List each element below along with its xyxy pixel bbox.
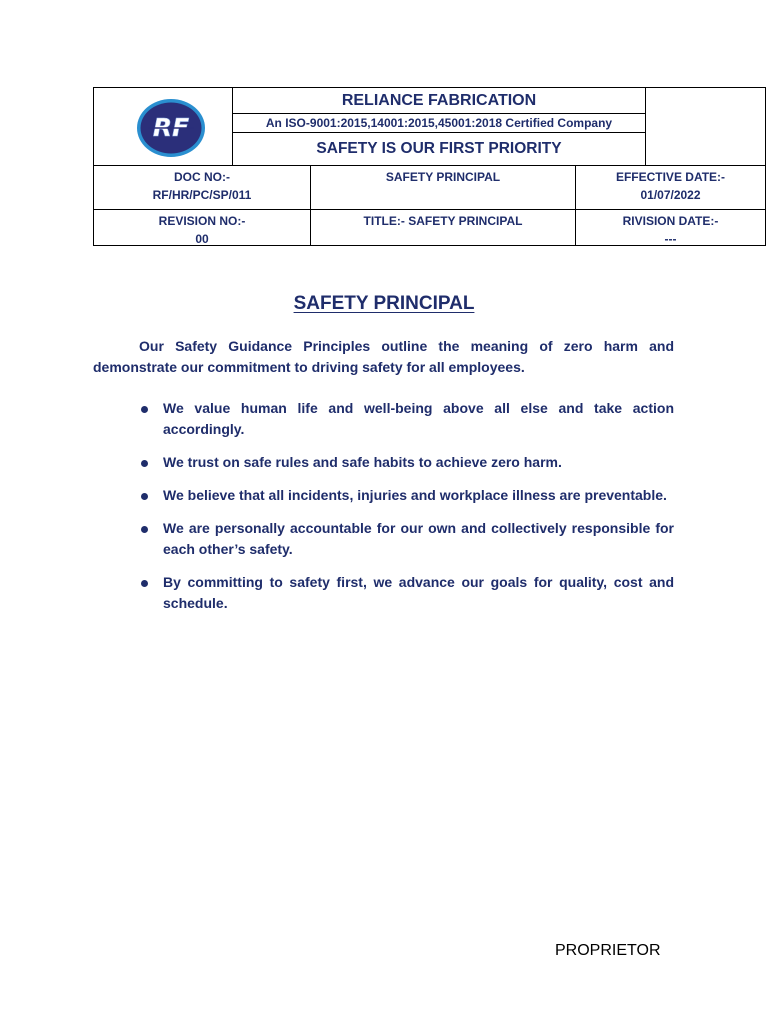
header-top-row [94,88,765,166]
header-blank-cell [646,88,765,165]
list-item-text: We value human life and well-being above all else and take action accordingly. [163,400,674,437]
doc-no-value: RF/HR/PC/SP/011 [152,188,252,202]
bullet-icon [141,580,148,587]
list-item-text: We are personally accountable for our own and collectively responsible for each other’s safety. [163,520,674,557]
subject-cell [311,166,576,209]
certification-line: An ISO-9001:2015,14001:2015,45001:2018 Certified Company [233,114,645,133]
title-cell [311,210,576,245]
effective-date-value: 01/07/2022 [640,188,701,202]
tagline: SAFETY IS OUR FIRST PRIORITY [316,140,562,157]
company-logo [136,98,206,158]
revision-date-cell [576,210,765,245]
company-info-cell [233,88,646,165]
bullet-icon [141,460,148,467]
list-item [93,452,674,473]
logo-cell [94,88,233,165]
revision-no-label: REVISION NO:- [158,214,246,228]
logo-text: RF [152,113,190,142]
company-name: RELIANCE FABRICATION [233,88,645,114]
signature-label: PROPRIETOR [555,942,661,959]
effective-date-label: EFFECTIVE DATE:- [615,170,726,184]
title-cell-text: TITLE:- SAFETY PRINCIPAL [363,214,523,228]
bullet-icon [141,493,148,500]
document-title [0,293,768,315]
principles-list [93,398,674,626]
list-item-text: We trust on safe rules and safe habits to achieve zero harm. [163,454,562,470]
document-header-table [93,87,766,246]
list-item [93,572,674,614]
bullet-icon [141,526,148,533]
effective-date-cell [576,166,765,209]
revision-no-value: 00 [195,232,209,246]
doc-no-cell [94,166,311,209]
revision-date-value: --- [664,232,677,246]
list-item-text: We believe that all incidents, injuries and workplace illness are preventable. [163,487,667,503]
intro-paragraph: Our Safety Guidance Principles outline the meaning of zero harm and demonstrate our commitment to driving safety for all employees. [93,338,674,375]
document-title-text: SAFETY PRINCIPAL [293,293,475,314]
subject-text: SAFETY PRINCIPAL [385,170,501,184]
doc-no-label: DOC NO:- [174,170,230,184]
list-item [93,518,674,560]
list-item [93,398,674,440]
revision-no-cell [94,210,311,245]
bullet-icon [141,406,148,413]
doc-info-row [94,166,765,210]
revision-date-label: RIVISION DATE:- [622,214,719,228]
revision-row [94,210,765,245]
list-item [93,485,674,506]
list-item-text: By committing to safety first, we advance our goals for quality, cost and schedule. [163,574,674,611]
